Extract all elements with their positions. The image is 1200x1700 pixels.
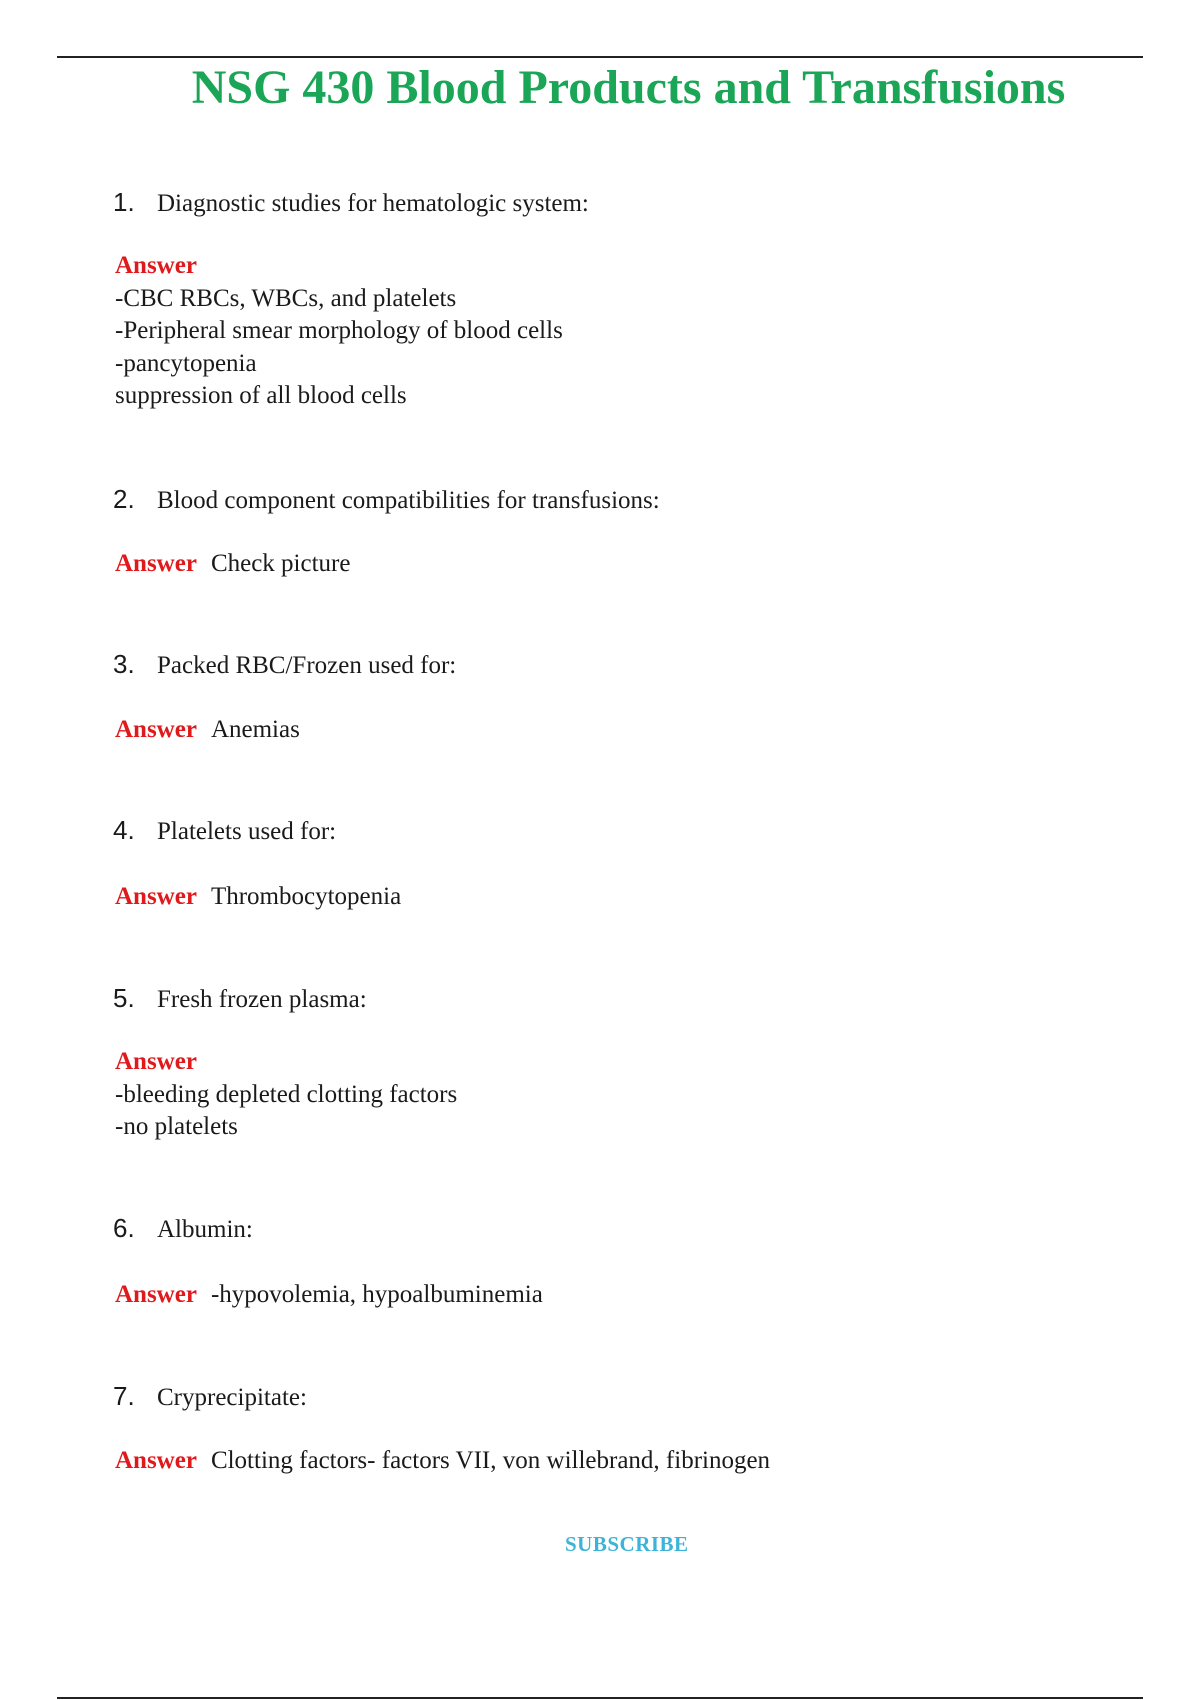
question-text: Cryprecipitate:	[157, 1384, 307, 1411]
question-number: 4.	[113, 815, 135, 845]
question-number: 2.	[113, 484, 135, 514]
question-text: Platelets used for:	[157, 818, 337, 845]
answer-line: -bleeding depleted clotting factors	[115, 1080, 458, 1108]
question-3	[113, 647, 456, 683]
document-title: NSG 430 Blood Products and Transfusions	[191, 61, 1066, 114]
question-number: 7.	[113, 1381, 135, 1411]
question-5	[113, 981, 367, 1017]
question-number: 5.	[113, 983, 135, 1013]
answer-line: -CBC RBCs, WBCs, and platelets	[115, 284, 457, 312]
answer-line: -pancytopenia	[115, 349, 257, 377]
question-4	[113, 813, 336, 849]
answer-6	[115, 1279, 543, 1312]
question-number: 6.	[113, 1213, 135, 1243]
answer-text: Check picture	[210, 550, 351, 577]
question-2	[113, 482, 660, 518]
question-number: 3.	[113, 649, 135, 679]
answer-line: -no platelets	[115, 1113, 238, 1140]
answer-4	[115, 881, 401, 914]
answer-text: -hypovolemia, hypoalbuminemia	[210, 1281, 543, 1308]
question-number: 1.	[113, 187, 135, 217]
answer-line: -Peripheral smear morphology of blood cells	[115, 317, 563, 344]
question-7	[113, 1379, 307, 1415]
answer-2	[115, 548, 350, 581]
answer-3	[115, 714, 300, 747]
answer-text: Anemias	[210, 716, 300, 743]
answer-text: Clotting factors- factors VII, von willebrand, fibrinogen	[210, 1447, 771, 1474]
answer-text: Thrombocytopenia	[210, 883, 402, 910]
answer-7	[115, 1445, 770, 1478]
answer-label: Answer	[115, 883, 197, 910]
answer-line: suppression of all blood cells	[115, 382, 407, 409]
question-text: Diagnostic studies for hematologic system:	[157, 190, 589, 217]
answer-5	[115, 1046, 457, 1144]
question-text: Packed RBC/Frozen used for:	[157, 652, 457, 679]
answer-label: Answer	[115, 550, 197, 577]
question-1	[113, 185, 589, 221]
bottom-rule	[57, 1697, 1143, 1699]
answer-label: Answer	[115, 1048, 197, 1075]
question-text: Fresh frozen plasma:	[157, 986, 367, 1013]
answer-label: Answer	[115, 716, 197, 743]
answer-label: Answer	[115, 252, 197, 279]
question-6	[113, 1211, 253, 1247]
subscribe-link[interactable]: SUBSCRIBE	[565, 1532, 689, 1556]
question-text: Albumin:	[157, 1216, 253, 1243]
answer-1	[115, 250, 563, 413]
answer-label: Answer	[115, 1281, 197, 1308]
question-text: Blood component compatibilities for transfusions:	[157, 487, 660, 514]
answer-label: Answer	[115, 1447, 197, 1474]
